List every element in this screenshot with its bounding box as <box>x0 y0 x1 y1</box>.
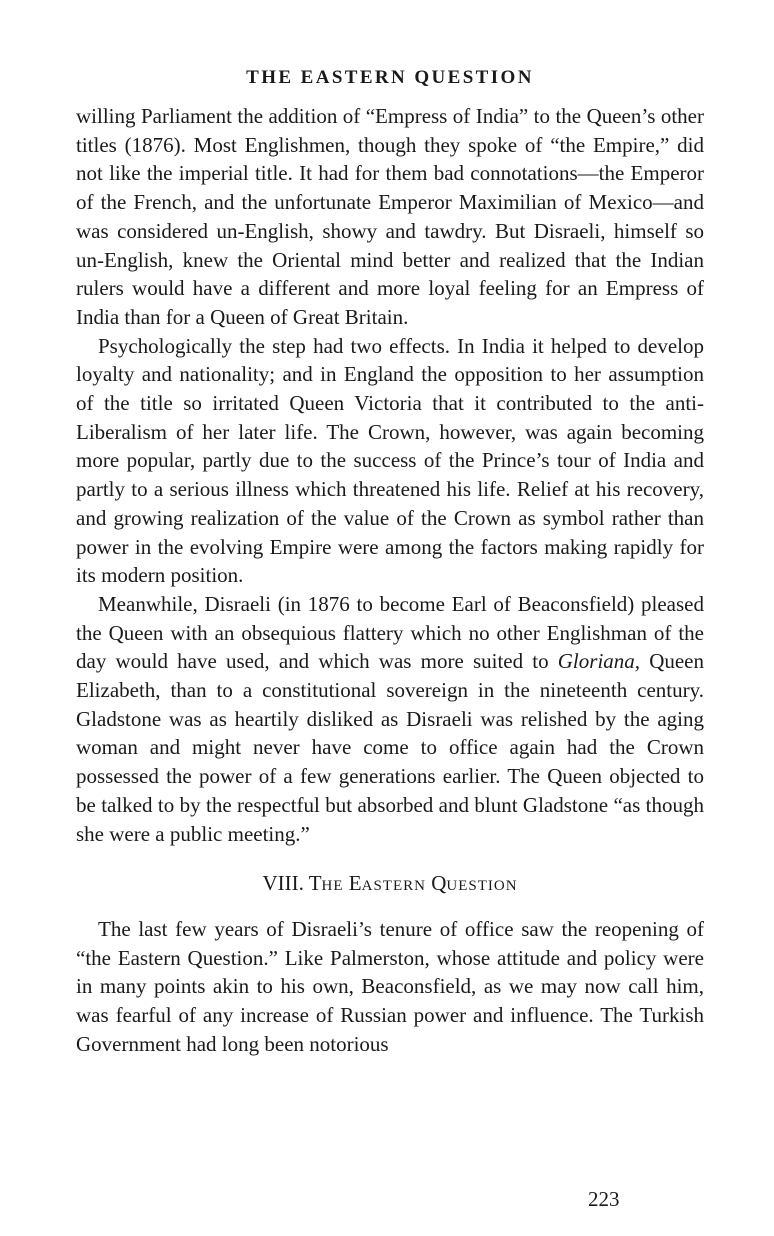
title-initial: Q <box>431 871 447 896</box>
running-head: THE EASTERN QUESTION <box>246 67 534 88</box>
paragraph-eastern-question: The last few years of Disraeli’s tenure of office saw the reopening of “the Eastern Question.” Like Palmerston, whose attitude and policy were in many points akin to his own, Beaconsfield, as we may now call him, was fearful of any increase of Russian power and influence. The Turkish Government had long been notorious <box>76 916 704 1056</box>
title-initial: T <box>308 871 322 896</box>
section-title <box>309 871 518 895</box>
italic-gloriana: Gloriana, <box>557 649 641 674</box>
paragraph-empress-title: willing Parliament the addition of “Empress of India” to the Queen’s other titles (1876). Most Englishmen, though they spoke of “the Empire,” did not like the imperial title. It had for them bad connotations—the Emperor of the French, and the unfortunate Emperor Maximilian of Mexico—and was considered un-English, showy and tawdry. But Disraeli, himself so un-English, knew the Oriental mind better and realized that the Indian rulers would have a different and more loyal feeling for an Empress of India than for a Queen of Great Britain. <box>76 104 704 329</box>
section-heading <box>76 869 704 901</box>
title-initial: E <box>348 871 362 896</box>
page-number: 223 <box>588 1187 620 1211</box>
body-text <box>76 102 704 1059</box>
paragraph-text-part: Meanwhile, Disraeli (in 1876 to become Earl of Beaconsfield) pleased the Queen with an obsequious flattery which no other Englishman of the day would have used, and which was more suited to <box>76 591 704 674</box>
paragraph-psychological-effects: Psychologically the step had two effects. In India it helped to develop loyalty and nationality; and in England the opposition to her assumption of the title so irritated Queen Victoria that it contributed to the anti-Liberalism of her later life. The Crown, however, was again becoming more popular, partly due to the success of the Prince’s tour of India and partly to a serious illness which threatened his life. Relief at his recovery, and growing realization of the value of the Crown as symbol rather than power in the evolving Empire were among the factors making rapidly for its modern position. <box>76 333 704 588</box>
title-smallcaps: UESTION <box>446 878 518 895</box>
paragraph-disraeli-flattery <box>76 590 704 848</box>
title-smallcaps: ASTERN <box>361 878 426 895</box>
section-numeral: VIII. <box>262 871 304 896</box>
title-smallcaps: HE <box>321 878 344 895</box>
paragraph-text-part: Queen Elizabeth, than to a constitutional sovereign in the nineteenth century. Gladstone was as heartily disliked as Disraeli was relished by the aging woman and might never have come to office again had the Crown possessed the power of a few generations earlier. The Queen objected to be talked to by the respectful but absorbed and blunt Gladstone “as though she were a public meeting.” <box>76 649 704 846</box>
book-page <box>76 64 704 1059</box>
